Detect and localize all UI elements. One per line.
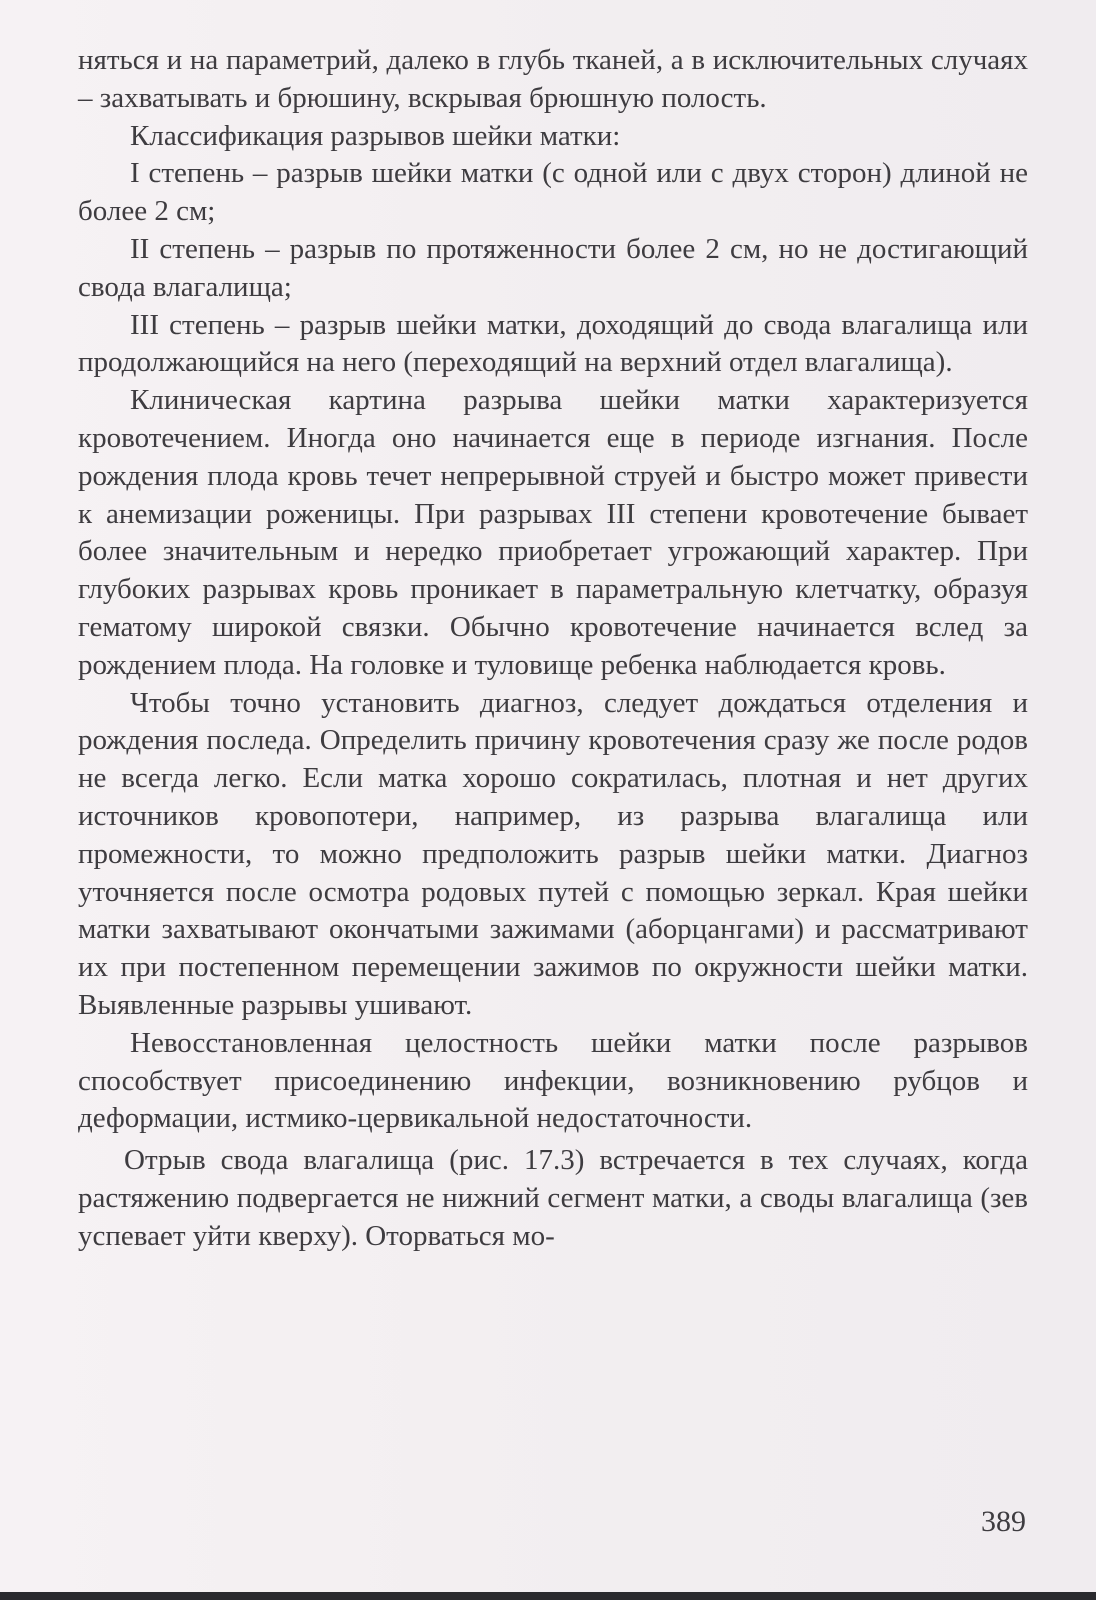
body-text — [78, 42, 1028, 1256]
paragraph-diagnosis: Чтобы точно установить диагноз, следует дождаться отделения и рождения последа. Определить причину кровотечения сразу же после родов не всегда легко. Если матка хорошо сократилась, плотная и нет других источников кровопотери, например, из разрыва влагалища или промежности, то можно предположить разрыв шейки матки. Диагноз уточняется после осмотра родовых путей с помощью зеркал. Края шейки матки захватывают окончатыми зажимами (аборцангами) и рассматривают их при постепенном перемещении зажимов по окружности шейки матки. Выявленные разрывы ушивают. — [78, 686, 1028, 1021]
page-bottom-edge — [0, 1592, 1096, 1600]
paragraph-continuation: няться и на параметрий, далеко в глубь тканей, а в исключительных случаях – захватывать и брюшину, вскрывая брюшную полость. — [78, 44, 1028, 114]
page-number: 389 — [981, 1505, 1026, 1538]
paragraph-degree-1: I степень – разрыв шейки матки (с одной или с двух сторон) длиной не более 2 см; — [78, 157, 1028, 228]
paragraph-degree-2: II степень – разрыв по протяженности более 2 см, но не достигающий свода влагалища; — [78, 232, 1028, 303]
paragraph-vault-rupture: Отрыв свода влагалища (рис. 17.3) встречается в тех случаях, когда растяжению подвергается не нижний сегмент матки, а своды влагалища (зев успевает уйти кверху). Оторваться мо- — [78, 1144, 1028, 1252]
paragraph-degree-3: III степень – разрыв шейки матки, доходящий до свода влагалища или продолжающийся на него (переходящий на верхний отдел влагалища). — [78, 308, 1028, 379]
paragraph-clinical-picture: Клиническая картина разрыва шейки матки характеризуется кровотечением. Иногда оно начинается еще в периоде изгнания. После рождения плода кровь течет непрерывной струей и быстро может привести к анемизации роженицы. При разрывах III степени кровотечение бывает более значительным и нередко приобретает угрожающий характер. При глубоких разрывах кровь проникает в параметральную клетчатку, образуя гематому широкой связки. Обычно кровотечение начинается вслед за рождением плода. На головке и туловище ребенка наблюдается кровь. — [78, 384, 1028, 681]
paragraph-consequences: Невосстановленная целостность шейки матки после разрывов способствует присоединению инфекции, возникновению рубцов и деформации, истмико-цервикальной недостаточности. — [78, 1026, 1028, 1135]
paragraph-classification-heading: Классификация разрывов шейки матки: — [130, 119, 621, 152]
